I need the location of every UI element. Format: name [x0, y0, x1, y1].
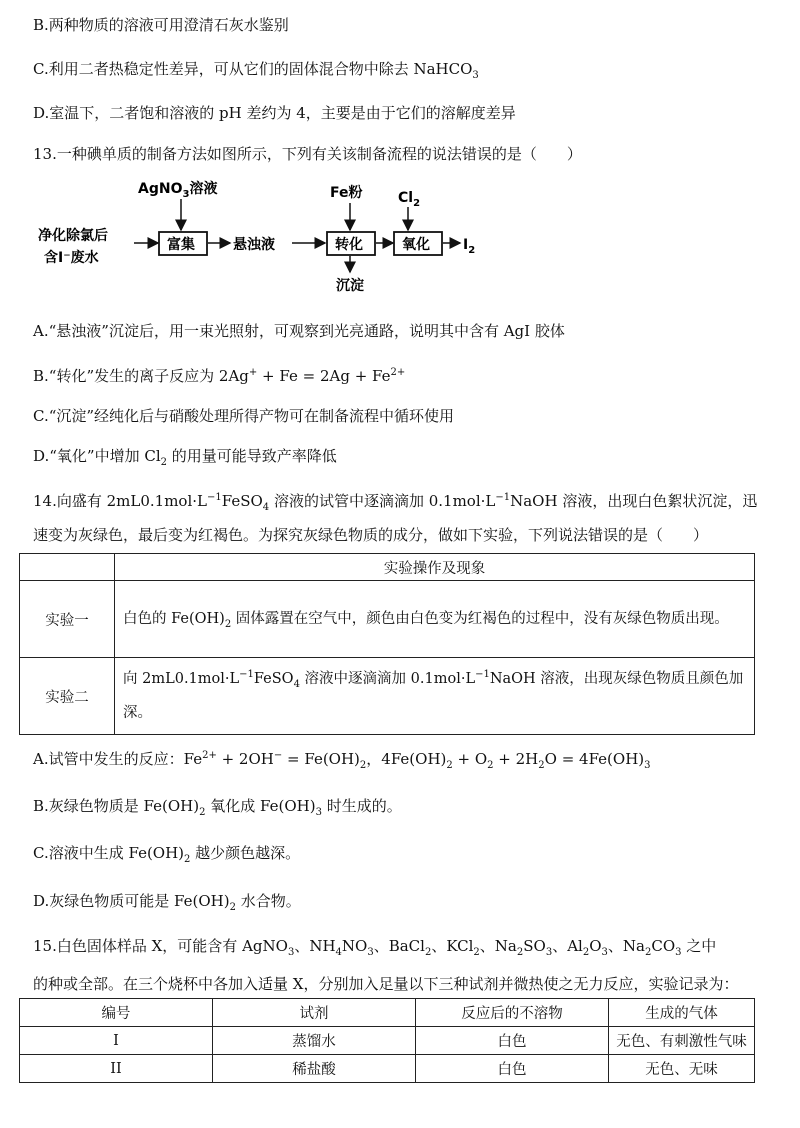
q14-table	[19, 553, 755, 735]
q12-option-d: D.室温下，二者饱和溶液的 pH 差约为 4，主要是由于它们的溶解度差异	[33, 104, 516, 122]
q13-flow-diagram	[0, 0, 800, 300]
product-label: $I_2$	[463, 237, 476, 256]
q15-row2-id: II	[20, 1055, 213, 1083]
q15-stem-line2: 的种或全部。在三个烧杯中各加入适量 X，分别加入足量以下三种试剂并微热使之无力反应，实验记录为：	[33, 975, 739, 993]
q15-row2-reagent: 稀盐酸	[213, 1055, 416, 1083]
q14-row1-label: 实验一	[20, 581, 115, 658]
q15-header-reagent: 试剂	[213, 999, 416, 1027]
suspension-label: 悬浊液	[233, 237, 275, 253]
table-row	[20, 1055, 755, 1083]
q13-option-a: A.“悬浊液”沉淀后，用一束光照射，可观察到光亮通路，说明其中含有 AgI 胶体	[33, 322, 565, 340]
q14-option-d: D.灰绿色物质可能是 $Fe(OH)_2$ 水合物。	[33, 892, 301, 913]
table-row	[20, 1027, 755, 1055]
q13-option-b: B.“转化”发生的离子反应为 $2Ag^+ + Fe = 2Ag + Fe^{2+}$	[33, 367, 406, 385]
q15-row1-insoluble: 白色	[416, 1027, 609, 1055]
feed-line1: 净化除氯后	[38, 228, 108, 244]
convert-label: 转化	[335, 237, 363, 253]
q13-option-c: C.“沉淀”经纯化后与硝酸处理所得产物可在制备流程中循环使用	[33, 407, 455, 425]
q14-row1-body: 白色的 $Fe(OH)_2$ 固体露置在空气中，颜色由白色变为红褐色的过程中，没有灰绿色物质出现。	[115, 581, 755, 658]
q12-option-b: B.两种物质的溶液可用澄清石灰水鉴别	[33, 16, 289, 34]
q14-table-header: 实验操作及现象	[115, 554, 755, 581]
q15-header-gas: 生成的气体	[609, 999, 755, 1027]
q15-row2-gas: 无色、无味	[609, 1055, 755, 1083]
q14-table-corner	[20, 554, 115, 581]
q15-row1-gas: 无色、有刺激性气味	[609, 1027, 755, 1055]
q14-row2-body: 向 $2mL0.1mol\cdot L^{-1}FeSO_4$ 溶液中逐滴滴加 $0.1mol\cdot L^{-1}NaOH$ 溶液，出现灰绿色物质且颜色加深。	[115, 658, 755, 735]
q15-table	[19, 998, 755, 1083]
q14-option-a: A.试管中发生的反应：$Fe^{2+} + 2OH^- = Fe(OH)_2$，$4Fe(OH)_2 + O_2 + 2H_2O = 4Fe(OH)_3$	[33, 750, 651, 771]
q12-option-c-sub: 3	[472, 70, 479, 81]
cl2-label: $Cl_2$	[398, 190, 421, 209]
q13-option-d: D.“氧化”中增加 $Cl_2$ 的用量可能导致产率降低	[33, 447, 337, 468]
oxidize-label: 氧化	[402, 237, 430, 253]
q15-row1-id: I	[20, 1027, 213, 1055]
q12-option-c-text: C.利用二者热稳定性差异，可从它们的固体混合物中除去 NaHCO	[33, 60, 473, 78]
q14-option-c: C.溶液中生成 $Fe(OH)_2$ 越少颜色越深。	[33, 844, 301, 865]
precip-label: 沉淀	[336, 278, 364, 294]
q14-row2-label: 实验二	[20, 658, 115, 735]
agno3-label: AgNO$_3$溶液	[138, 181, 218, 200]
q15-row2-insoluble: 白色	[416, 1055, 609, 1083]
q15-header-id: 编号	[20, 999, 213, 1027]
feed-line2: 含I⁻废水	[44, 250, 99, 266]
q13-stem: 13.一种碘单质的制备方法如图所示，下列有关该制备流程的说法错误的是（ ）	[33, 145, 582, 163]
q14-option-b: B.灰绿色物质是 $Fe(OH)_2$ 氧化成 $Fe(OH)_3$ 时生成的。	[33, 797, 402, 818]
q15-row1-reagent: 蒸馏水	[213, 1027, 416, 1055]
q14-stem: 14.向盛有 $2mL0.1mol\cdot L^{-1}FeSO_4$ 溶液的试管中逐滴滴加 $0.1mol\cdot L^{-1}NaOH$ 溶液，出现白色絮状沉淀，迅速变为灰绿色，最后变为红褐色。为探究灰绿色物质的成分，做如下实验，下列说法错误的是（ ）	[33, 492, 758, 544]
enrich-label: 富集	[167, 237, 195, 253]
fe-powder-label: Fe粉	[330, 185, 363, 201]
q15-stem-line1: 15.白色固体样品 X，可能含有 AgNO$_3$、$NH_4NO_3$、BaCl$_2$、KCl$_2$、$Na_2SO_3$、$Al_2O_3$、$Na_2CO_3$ 之中	[33, 937, 717, 958]
q15-header-insoluble: 反应后的不溶物	[416, 999, 609, 1027]
